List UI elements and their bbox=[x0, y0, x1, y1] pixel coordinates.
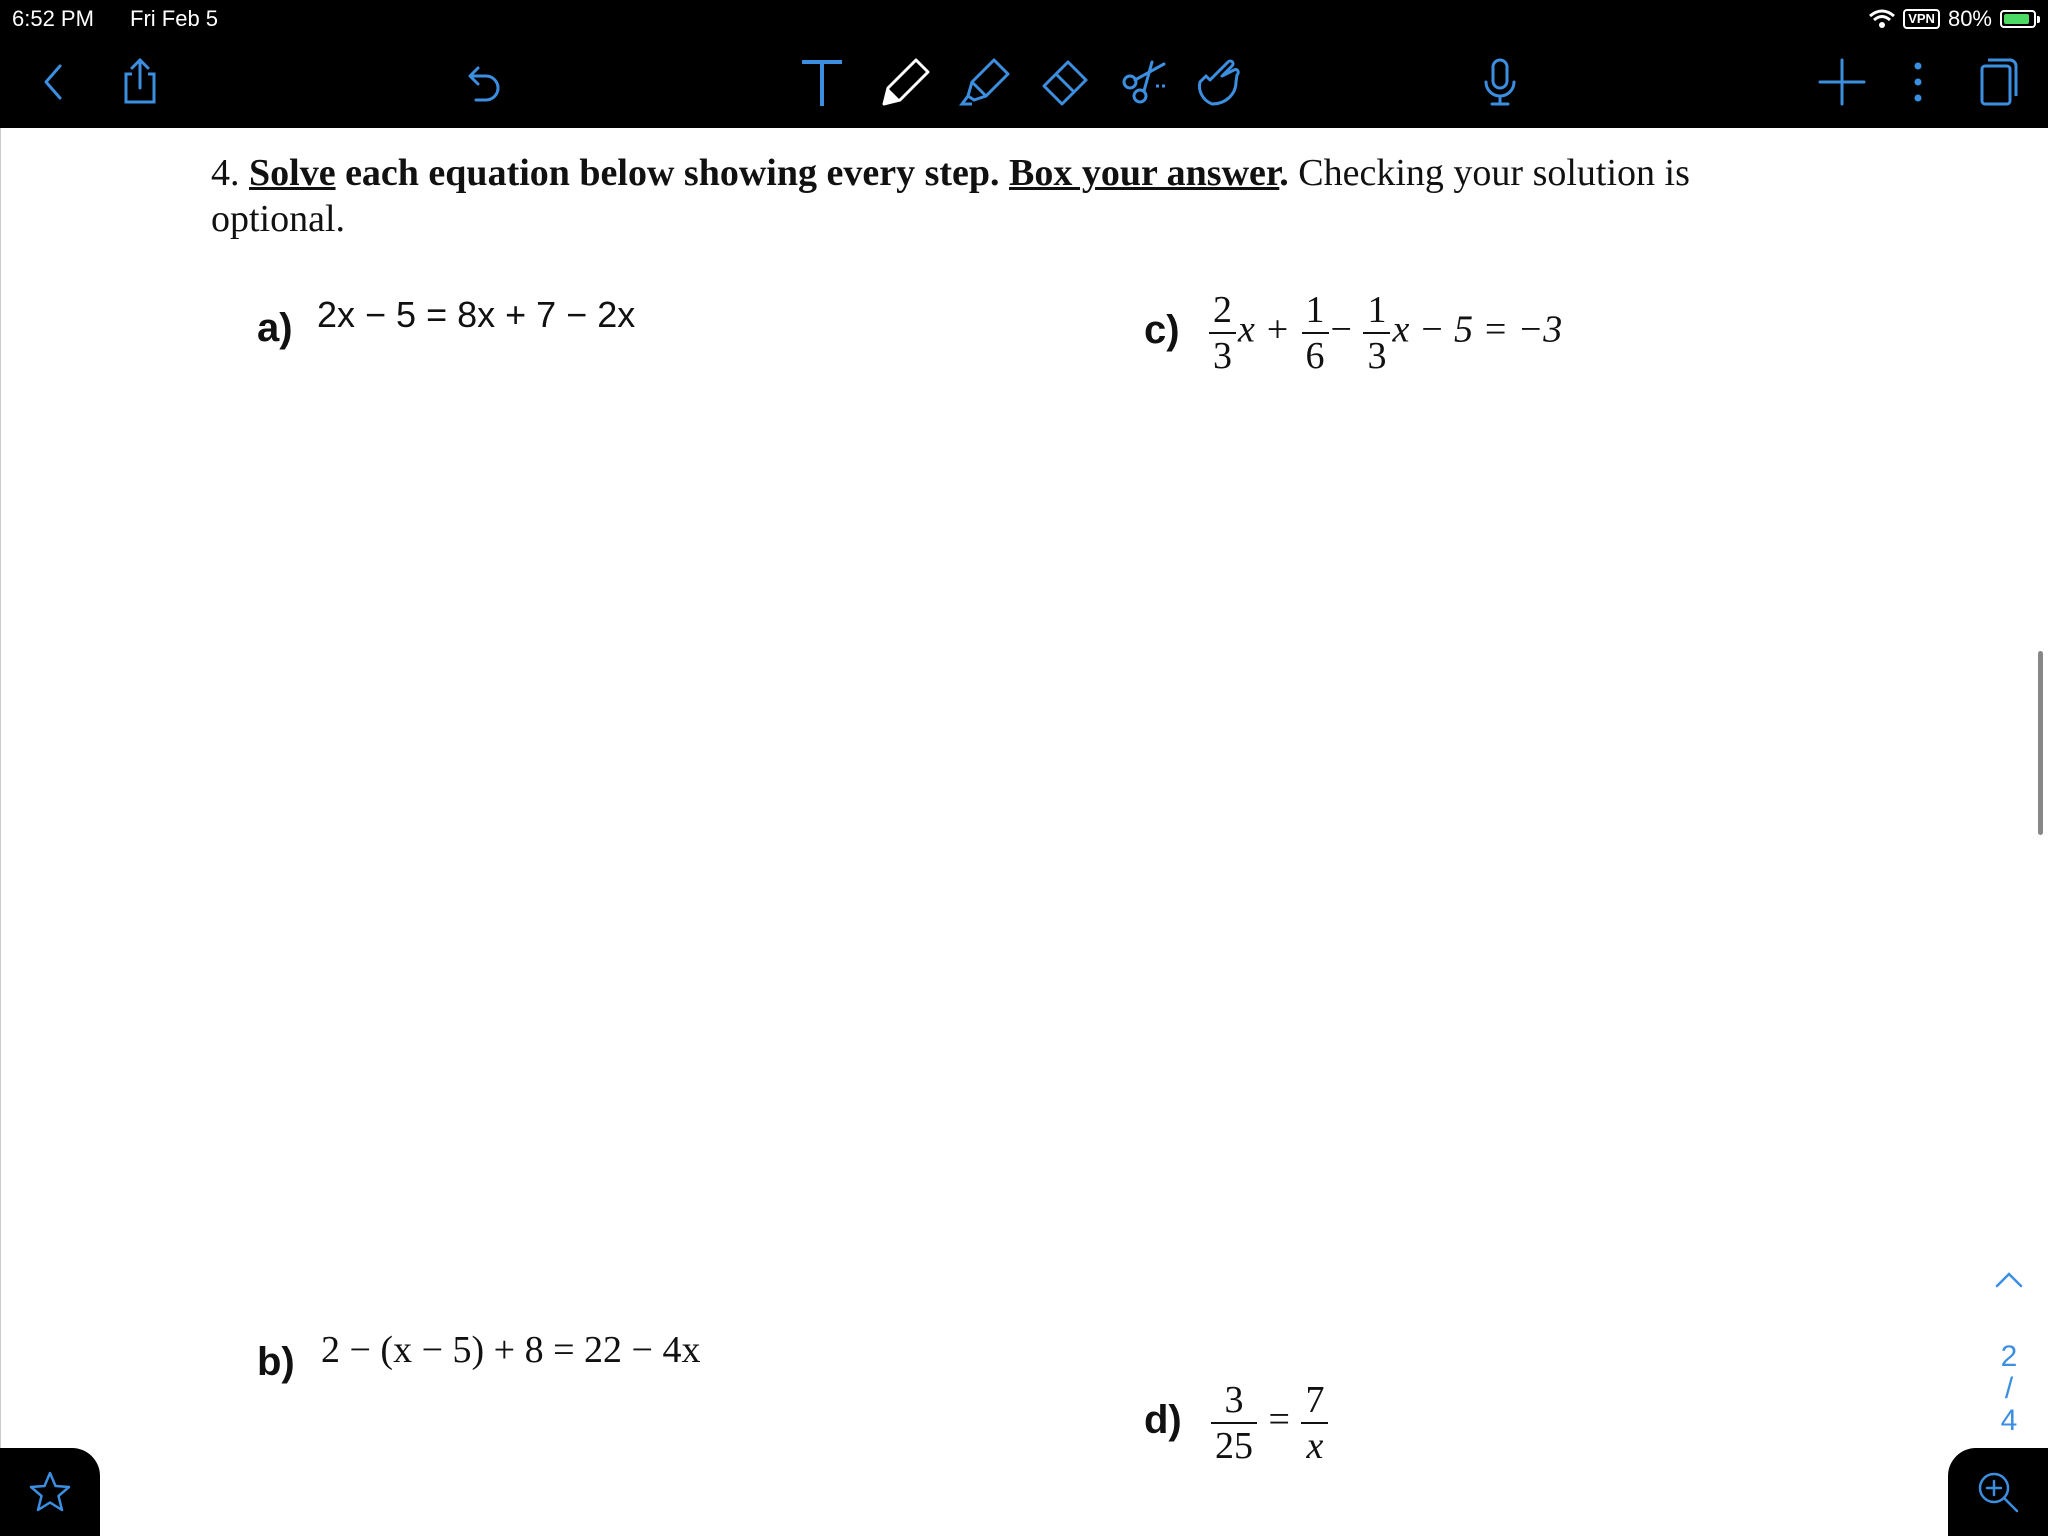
undo-icon bbox=[456, 56, 508, 108]
hand-icon bbox=[1192, 56, 1244, 108]
problem-d-label: d) bbox=[1144, 1398, 1182, 1442]
total-pages: 4 bbox=[2000, 1404, 2018, 1437]
share-button[interactable] bbox=[108, 50, 172, 114]
fraction: $\frac{3}{25}$ bbox=[1211, 1378, 1257, 1468]
share-icon bbox=[114, 56, 166, 108]
add-button[interactable] bbox=[1810, 50, 1874, 114]
problem-a-label: a) bbox=[257, 306, 293, 350]
wifi-icon bbox=[1869, 9, 1895, 29]
microphone-icon bbox=[1474, 56, 1526, 108]
favorite-button[interactable] bbox=[0, 1448, 100, 1536]
fraction: $\frac{7}{x}$ bbox=[1301, 1378, 1328, 1468]
highlighter-icon bbox=[958, 56, 1010, 108]
text-tool-icon bbox=[796, 56, 848, 108]
eraser-tool-button[interactable] bbox=[1032, 50, 1096, 114]
status-bar bbox=[0, 0, 2048, 40]
star-icon bbox=[27, 1469, 73, 1515]
more-icon bbox=[1892, 56, 1944, 108]
hand-tool-button[interactable] bbox=[1186, 50, 1250, 114]
problem-b-label: b) bbox=[257, 1340, 295, 1384]
page-separator: / bbox=[2004, 1372, 2014, 1405]
battery-icon bbox=[2000, 10, 2036, 28]
back-icon bbox=[28, 56, 80, 108]
document-page[interactable] bbox=[0, 128, 2048, 1536]
instruction-text: each equation below showing every step. bbox=[335, 152, 1010, 194]
zoom-in-icon bbox=[1975, 1469, 2021, 1515]
status-time: 6:52 PM bbox=[12, 6, 94, 31]
question-header: 4. Solve each equation below showing every step. Box your answer. Checking your solution is optional. bbox=[211, 152, 1690, 240]
more-button[interactable] bbox=[1886, 50, 1950, 114]
text-tool-button[interactable] bbox=[790, 50, 854, 114]
highlighter-tool-button[interactable] bbox=[952, 50, 1016, 114]
undo-button[interactable] bbox=[450, 50, 514, 114]
fraction: $\frac{1}{6}$ bbox=[1302, 288, 1329, 378]
pen-tool-button[interactable] bbox=[872, 50, 936, 114]
current-page: 2 bbox=[2000, 1340, 2018, 1373]
optional-text: Checking your solution is optional. bbox=[211, 152, 1690, 240]
eraser-icon bbox=[1038, 56, 1090, 108]
lasso-tool-button[interactable] bbox=[1112, 50, 1176, 114]
status-date: Fri Feb 5 bbox=[130, 6, 219, 31]
back-button[interactable] bbox=[22, 50, 86, 114]
add-icon bbox=[1816, 56, 1868, 108]
solve-text: Solve bbox=[249, 152, 336, 194]
problem-c-equation: $\frac{2}{3}$ x + $\frac{1}{6}$ − $\frac{1}{3}$ x − 5 = −3 bbox=[1207, 288, 1562, 378]
status-right bbox=[1869, 6, 2036, 32]
fraction: $\frac{1}{3}$ bbox=[1363, 288, 1390, 378]
pen-icon bbox=[878, 56, 930, 108]
problem-a-equation: 2x − 5 = 8x + 7 − 2x bbox=[317, 294, 636, 335]
scissors-icon bbox=[1118, 56, 1170, 108]
problem-c-label: c) bbox=[1144, 308, 1180, 352]
zoom-button[interactable] bbox=[1948, 1448, 2048, 1536]
vpn-badge: VPN bbox=[1903, 9, 1940, 29]
battery-percent: 80% bbox=[1947, 6, 1992, 31]
question-number: 4. bbox=[211, 152, 240, 194]
toolbar bbox=[0, 40, 2048, 128]
microphone-button[interactable] bbox=[1468, 50, 1532, 114]
problem-d-equation: $\frac{3}{25}$ = $\frac{7}{x}$ bbox=[1209, 1378, 1330, 1468]
problem-b-equation: 2 − (x − 5) + 8 = 22 − 4x bbox=[321, 1329, 701, 1371]
fraction: $\frac{2}{3}$ bbox=[1209, 288, 1236, 378]
page-view-button[interactable] bbox=[1964, 50, 2028, 114]
box-answer-text: Box your answer bbox=[1009, 152, 1280, 194]
page-view-icon bbox=[1970, 56, 2022, 108]
scroll-indicator[interactable] bbox=[2038, 651, 2043, 835]
page-up-icon[interactable] bbox=[1992, 1268, 2026, 1292]
